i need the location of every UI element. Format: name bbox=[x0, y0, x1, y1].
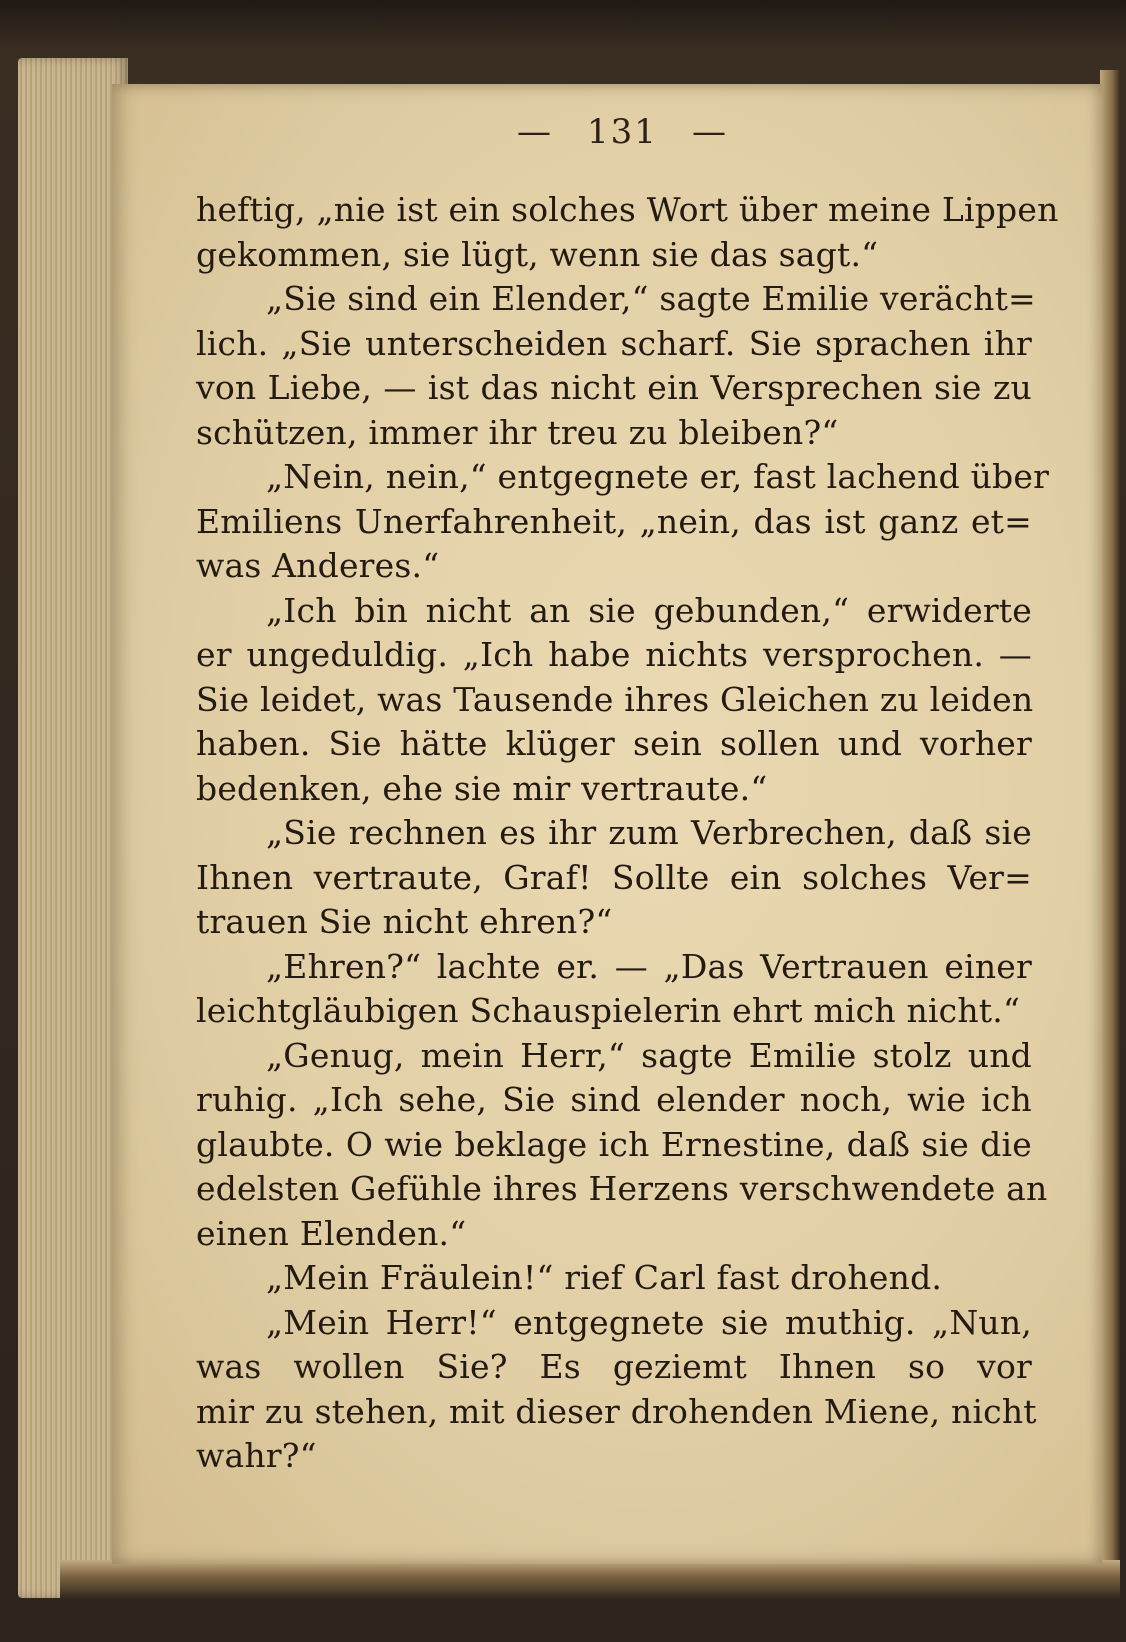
text-line: er ungeduldig. „Ich habe nichts versprochen. — bbox=[196, 635, 1032, 674]
page-number-dash-left: — bbox=[517, 112, 554, 152]
text-line: ruhig. „Ich sehe, Sie sind elender noch, wie ich bbox=[196, 1080, 1032, 1119]
text-line: bedenken, ehe sie mir vertraute.“ bbox=[196, 768, 768, 808]
page-number-header bbox=[0, 112, 1126, 152]
page-number: 131 bbox=[587, 112, 658, 152]
page-number-dash-right: — bbox=[691, 112, 728, 152]
text-line: „Ich bin nicht an sie gebunden,“ erwiderte bbox=[266, 590, 1032, 630]
text-line: lich. „Sie unterscheiden scharf. Sie sprachen ihr bbox=[196, 323, 1032, 363]
body-text bbox=[196, 188, 1059, 1479]
text-line: „Sie sind ein Elender,“ sagte Emilie verächt= bbox=[266, 279, 1036, 318]
text-line: was wollen Sie? Es geziemt Ihnen so vor bbox=[196, 1347, 1032, 1386]
text-line: trauen Sie nicht ehren?“ bbox=[196, 902, 613, 941]
text-line: gekommen, sie lügt, wenn sie das sagt.“ bbox=[196, 234, 879, 274]
text-line: Emiliens Unerfahrenheit, „nein, das ist ganz et= bbox=[196, 501, 1032, 541]
text-line: „Genug, mein Herr,“ sagte Emilie stolz und bbox=[266, 1035, 1032, 1075]
text-line: „Mein Herr!“ entgegnete sie muthig. „Nun, bbox=[266, 1302, 1032, 1342]
text-line: was Anderes.“ bbox=[196, 546, 440, 585]
text-line: Ihnen vertraute, Graf! Sollte ein solches Ver= bbox=[196, 857, 1032, 897]
text-line: schützen, immer ihr treu zu bleiben?“ bbox=[196, 412, 839, 452]
text-line: edelsten Gefühle ihres Herzens verschwendete an bbox=[196, 1169, 1048, 1208]
text-line: glaubte. O wie beklage ich Ernestine, daß sie die bbox=[196, 1124, 1032, 1164]
text-line: Sie leidet, was Tausende ihres Gleichen zu leiden bbox=[196, 679, 1034, 719]
text-line: leichtgläubigen Schauspielerin ehrt mich nicht.“ bbox=[196, 991, 1021, 1030]
book-right-edge bbox=[1100, 70, 1120, 1590]
text-line: „Mein Fräulein!“ rief Carl fast drohend. bbox=[266, 1258, 943, 1297]
text-line: wahr?“ bbox=[196, 1436, 317, 1475]
text-line: heftig, „nie ist ein solches Wort über meine Lippen bbox=[196, 190, 1059, 229]
text-line: mir zu stehen, mit dieser drohenden Miene, nicht bbox=[196, 1391, 1037, 1431]
text-line: „Sie rechnen es ihr zum Verbrechen, daß sie bbox=[266, 813, 1032, 852]
text-line: haben. Sie hätte klüger sein sollen und vorher bbox=[196, 724, 1032, 763]
book-bottom-edge bbox=[60, 1560, 1120, 1600]
text-line: einen Elenden.“ bbox=[196, 1213, 467, 1253]
text-line: „Nein, nein,“ entgegnete er, fast lachend über bbox=[266, 457, 1050, 496]
text-line: von Liebe, — ist das nicht ein Versprechen sie zu bbox=[196, 368, 1032, 407]
text-line: „Ehren?“ lachte er. — „Das Vertrauen einer bbox=[266, 946, 1032, 986]
